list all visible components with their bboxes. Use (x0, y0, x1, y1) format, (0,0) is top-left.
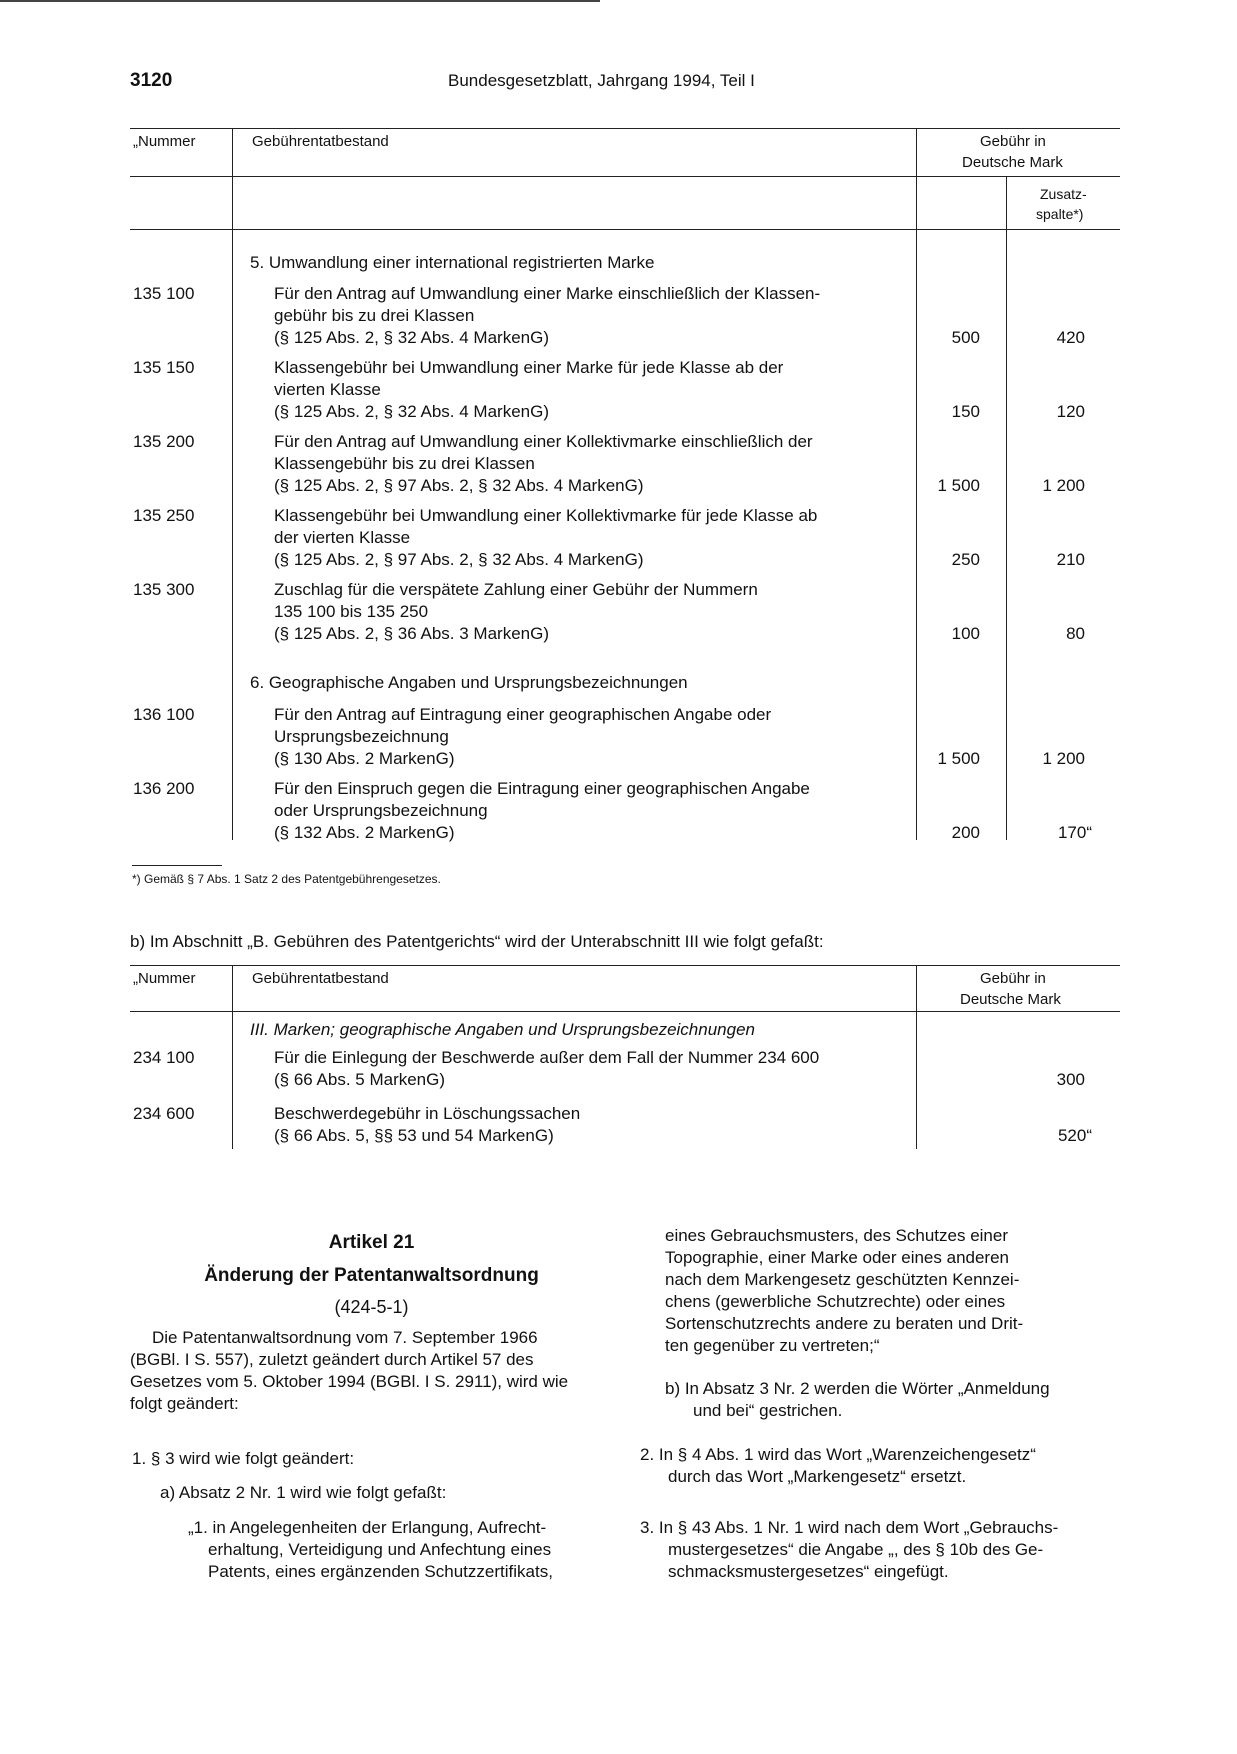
page-number: 3120 (130, 70, 173, 91)
table-row-text: Für den Einspruch gegen die Eintragung einer geographischen Angabe (274, 779, 810, 798)
table-row-fee: 200 (951, 823, 980, 842)
top-rule (0, 0, 600, 2)
table-row-text: vierten Klasse (274, 380, 381, 399)
table2-top-rule (130, 965, 1120, 966)
table-row-number: 136 100 (133, 705, 195, 724)
table-row-text: Beschwerdegebühr in Löschungssachen (274, 1104, 581, 1123)
table-row-fee: 500 (951, 328, 980, 347)
table1-vline-c (232, 176, 233, 229)
table-row-text: Für den Antrag auf Umwandlung einer Marke einschließlich der Klassen- (274, 284, 821, 303)
table-row-extra: 170“ (1057, 823, 1092, 842)
footnote-rule (132, 865, 222, 866)
item-2-line: 2. In § 4 Abs. 1 wird das Wort „Warenzeichengesetz“ (640, 1445, 1036, 1464)
table1-vline-body-1 (232, 229, 233, 840)
table-row-text: (§ 125 Abs. 2, § 97 Abs. 2, § 32 Abs. 4 MarkenG) (274, 476, 644, 495)
table1-col-gebuehr-1: Gebühr in (980, 133, 1046, 150)
item-1: 1. § 3 wird wie folgt geändert: (132, 1449, 355, 1468)
item-1b (665, 1378, 1120, 1422)
table-row-number: 234 100 (133, 1048, 195, 1067)
running-title: Bundesgesetzblatt, Jahrgang 1994, Teil I (448, 71, 755, 90)
section-5-title: 5. Umwandlung einer international registrierten Marke (250, 253, 655, 272)
table-row-number: 135 250 (133, 506, 195, 525)
item-3 (640, 1517, 1120, 1583)
table-row-text: 135 100 bis 135 250 (274, 602, 429, 621)
table2-vline-body-2 (916, 1011, 917, 1149)
table2-vline-body-1 (232, 1011, 233, 1149)
continuation-line: eines Gebrauchsmusters, des Schutzes einer (665, 1226, 1009, 1245)
table-row-text: (§ 132 Abs. 2 MarkenG) (274, 823, 455, 842)
table2-col-nummer: „Nummer (133, 970, 196, 987)
item-1b-line: b) In Absatz 3 Nr. 2 werden die Wörter „Anmeldung (665, 1379, 1050, 1398)
table1-col-zusatz-1: Zusatz- (1040, 186, 1087, 202)
section-b-intro: b) Im Abschnitt „B. Gebühren des Patentgerichts“ wird der Unterabschnitt III wie folgt gefaßt: (130, 932, 824, 951)
table-row-fee: 150 (951, 402, 980, 421)
article-intro (130, 1327, 613, 1415)
table-row-extra: 80 (1066, 624, 1085, 643)
table2-col-gebuehr-2: Deutsche Mark (960, 991, 1061, 1008)
table-row-number: 135 100 (133, 284, 195, 303)
table-row-text: der vierten Klasse (274, 528, 411, 547)
table-row-fee: 250 (951, 550, 980, 569)
table-row-fee: 1 500 (937, 476, 980, 495)
table1-vline-body-3 (1006, 229, 1007, 840)
table-row-text: (§ 125 Abs. 2, § 32 Abs. 4 MarkenG) (274, 402, 549, 421)
table-row-number: 136 200 (133, 779, 195, 798)
table-row-text: (§ 130 Abs. 2 MarkenG) (274, 749, 455, 768)
article-title: Artikel 21 (328, 1232, 415, 1253)
table-row-text: Für den Antrag auf Eintragung einer geographischen Angabe oder (274, 705, 772, 724)
footnote: *) Gemäß § 7 Abs. 1 Satz 2 des Patentgebührengesetzes. (132, 872, 441, 886)
table-row-fee: 1 500 (937, 749, 980, 768)
article-intro-line: Die Patentanwaltsordnung vom 7. September 1966 (152, 1328, 538, 1347)
item-1a-line: erhaltung, Verteidigung und Anfechtung eines (208, 1540, 552, 1559)
article-intro-line: (BGBl. I S. 557), zuletzt geändert durch Artikel 57 des (130, 1350, 534, 1369)
table-row-extra: 1 200 (1042, 749, 1085, 768)
item-2 (640, 1444, 1120, 1488)
table1-col-tatbestand: Gebührentatbestand (252, 133, 389, 150)
item-1a-line: „1. in Angelegenheiten der Erlangung, Aufrecht- (188, 1518, 547, 1537)
table-row-number: 135 150 (133, 358, 195, 377)
article-right-continuation (665, 1225, 1120, 1357)
table-row-number: 234 600 (133, 1104, 195, 1123)
table-row-fee: 300 (1056, 1070, 1085, 1089)
table1-vline-b (916, 128, 917, 176)
table-row-text: Für den Antrag auf Umwandlung einer Kollektivmarke einschließlich der (274, 432, 813, 451)
item-1a: a) Absatz 2 Nr. 1 wird wie folgt gefaßt: (160, 1483, 447, 1502)
article-code: (424-5-1) (334, 1297, 409, 1317)
item-3-line: mustergesetzes“ die Angabe „, des § 10b des Ge- (668, 1540, 1044, 1559)
table1-mid-rule (130, 176, 1120, 177)
item-3-line: schmacksmustergesetzes“ eingefügt. (668, 1562, 949, 1581)
table-row-text: Für die Einlegung der Beschwerde außer dem Fall der Nummer 234 600 (274, 1048, 820, 1067)
item-1b-line: und bei“ gestrichen. (693, 1401, 843, 1420)
table-row-text: (§ 66 Abs. 5 MarkenG) (274, 1070, 446, 1089)
table-row-extra: 210 (1056, 550, 1085, 569)
table-row-text: (§ 125 Abs. 2, § 32 Abs. 4 MarkenG) (274, 328, 549, 347)
table-row-fee: 520“ (1057, 1126, 1092, 1145)
table1-col-zusatz-2: spalte*) (1036, 206, 1084, 222)
table-row-text: Zuschlag für die verspätete Zahlung einer Gebühr der Nummern (274, 580, 758, 599)
table1-top-rule (130, 128, 1120, 129)
section-iii-title: III. Marken; geographische Angaben und Ursprungsbezeichnungen (250, 1020, 755, 1039)
continuation-line: Sortenschutzrechts andere zu beraten und Drit- (665, 1314, 1024, 1333)
item-1a-line: Patents, eines ergänzenden Schutzzertifikats, (208, 1562, 553, 1581)
table-row-text: Klassengebühr bei Umwandlung einer Kollektivmarke für jede Klasse ab (274, 506, 818, 525)
table1-head-rule (130, 229, 1120, 230)
item-3-line: 3. In § 43 Abs. 1 Nr. 1 wird nach dem Wort „Gebrauchs- (640, 1518, 1059, 1537)
table-row-number: 135 300 (133, 580, 195, 599)
continuation-line: ten gegenüber zu vertreten;“ (665, 1336, 880, 1355)
table2-head-rule (130, 1011, 1120, 1012)
continuation-line: nach dem Markengesetz geschützten Kennzei- (665, 1270, 1020, 1289)
article-subtitle: Änderung der Patentanwaltsordnung (204, 1265, 539, 1286)
table-row-text: Klassengebühr bei Umwandlung einer Marke für jede Klasse ab der (274, 358, 784, 377)
table2-vline-b (916, 965, 917, 1011)
section-6-title: 6. Geographische Angaben und Ursprungsbezeichnungen (250, 673, 688, 692)
table1-vline-d (916, 176, 917, 229)
table-row-text: Ursprungsbezeichnung (274, 727, 449, 746)
table1-vline-e (1006, 176, 1007, 229)
table2-col-gebuehr-1: Gebühr in (980, 970, 1046, 987)
table-row-number: 135 200 (133, 432, 195, 451)
article-intro-line: Gesetzes vom 5. Oktober 1994 (BGBl. I S. 2911), wird wie (130, 1372, 569, 1391)
item-1a-text (188, 1517, 618, 1583)
table1-vline-body-2 (916, 229, 917, 840)
article-intro-line: folgt geändert: (130, 1394, 239, 1413)
table-row-text: oder Ursprungsbezeichnung (274, 801, 488, 820)
table2-vline-a (232, 965, 233, 1011)
table1-col-nummer: „Nummer (133, 133, 196, 150)
table-row-text: gebühr bis zu drei Klassen (274, 306, 475, 325)
continuation-line: chens (gewerbliche Schutzrechte) oder eines (665, 1292, 1006, 1311)
table-row-extra: 1 200 (1042, 476, 1085, 495)
table-row-text: (§ 66 Abs. 5, §§ 53 und 54 MarkenG) (274, 1126, 554, 1145)
item-2-line: durch das Wort „Markengesetz“ ersetzt. (668, 1467, 967, 1486)
continuation-line: Topographie, einer Marke oder eines anderen (665, 1248, 1010, 1267)
table2-col-tatbestand: Gebührentatbestand (252, 970, 389, 987)
table-row-text: (§ 125 Abs. 2, § 97 Abs. 2, § 32 Abs. 4 MarkenG) (274, 550, 644, 569)
table-row-text: (§ 125 Abs. 2, § 36 Abs. 3 MarkenG) (274, 624, 549, 643)
table-row-extra: 420 (1056, 328, 1085, 347)
table1-col-gebuehr-2: Deutsche Mark (962, 154, 1063, 171)
table1-vline-a (232, 128, 233, 176)
table-row-extra: 120 (1056, 402, 1085, 421)
table-row-text: Klassengebühr bis zu drei Klassen (274, 454, 535, 473)
table-row-fee: 100 (951, 624, 980, 643)
